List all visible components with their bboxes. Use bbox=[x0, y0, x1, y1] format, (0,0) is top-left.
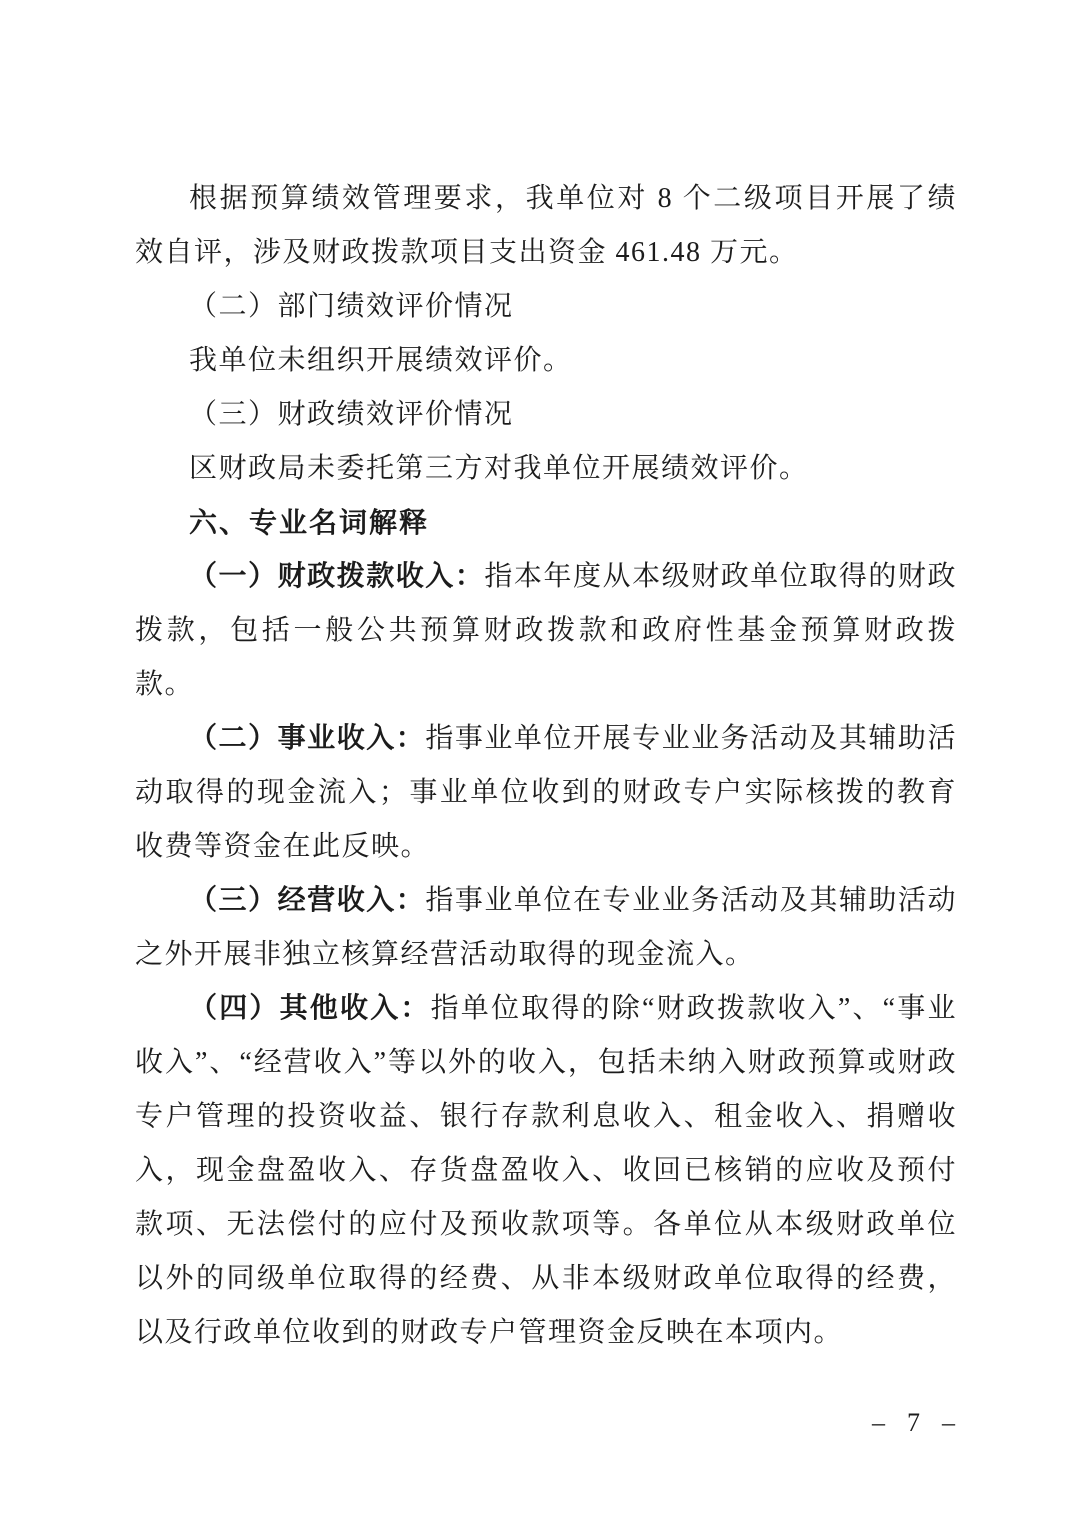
term-definition-business-income: 指事业单位在专业业务活动及其辅助活动之外开展非独立核算经营活动取得的现金流入。 bbox=[135, 885, 957, 970]
heading-terminology-section: 六、专业名词解释 bbox=[189, 507, 430, 538]
heading-finance-performance-evaluation: （三）财政绩效评价情况 bbox=[189, 399, 514, 430]
paragraph-term-fiscal-appropriation-income bbox=[135, 550, 957, 712]
term-lead-business-income: （三）经营收入： bbox=[189, 885, 426, 916]
term-definition-institution-income: 指事业单位开展专业业务活动及其辅助活动取得的现金流入；事业单位收到的财政专户实际核拨的教育收费等资金在此反映。 bbox=[135, 723, 957, 862]
paragraph-finance-performance-evaluation: 区财政局未委托第三方对我单位开展绩效评价。 bbox=[189, 453, 809, 484]
term-lead-fiscal-appropriation-income: （一）财政拨款收入： bbox=[189, 561, 485, 592]
paragraph-term-other-income bbox=[135, 982, 957, 1360]
paragraph-term-business-income bbox=[135, 874, 957, 982]
page-number: – 7 – bbox=[872, 1408, 958, 1437]
term-definition-other-income: 指单位取得的除“财政拨款收入”、“事业收入”、“经营收入”等以外的收入，包括未纳入财政预算或财政专户管理的投资收益、银行存款利息收入、租金收入、捐赠收入，现金盘盈收入、存货盘盈收入、收回已核销的应收及预付款项、无法偿付的应付及预收款项等。各单位从本级财政单位以外的同级单位取得的经费、从非本级财政单位取得的经费，以及行政单位收到的财政专户管理资金反映在本项内。 bbox=[135, 993, 957, 1348]
heading-department-performance-evaluation: （二）部门绩效评价情况 bbox=[189, 291, 514, 322]
paragraph-term-operating-income-institution bbox=[135, 712, 957, 874]
term-definition-fiscal-appropriation-income: 指本年度从本级财政单位取得的财政拨款，包括一般公共预算财政拨款和政府性基金预算财政拨款。 bbox=[135, 561, 957, 700]
paragraph-department-performance-evaluation: 我单位未组织开展绩效评价。 bbox=[189, 345, 573, 376]
paragraph-performance-self-evaluation: 根据预算绩效管理要求，我单位对 8 个二级项目开展了绩效自评，涉及财政拨款项目支出资金 461.48 万元。 bbox=[135, 183, 957, 268]
term-lead-other-income: （四）其他收入： bbox=[189, 993, 431, 1024]
term-lead-institution-income: （二）事业收入： bbox=[189, 723, 426, 754]
document-body bbox=[135, 172, 957, 1360]
